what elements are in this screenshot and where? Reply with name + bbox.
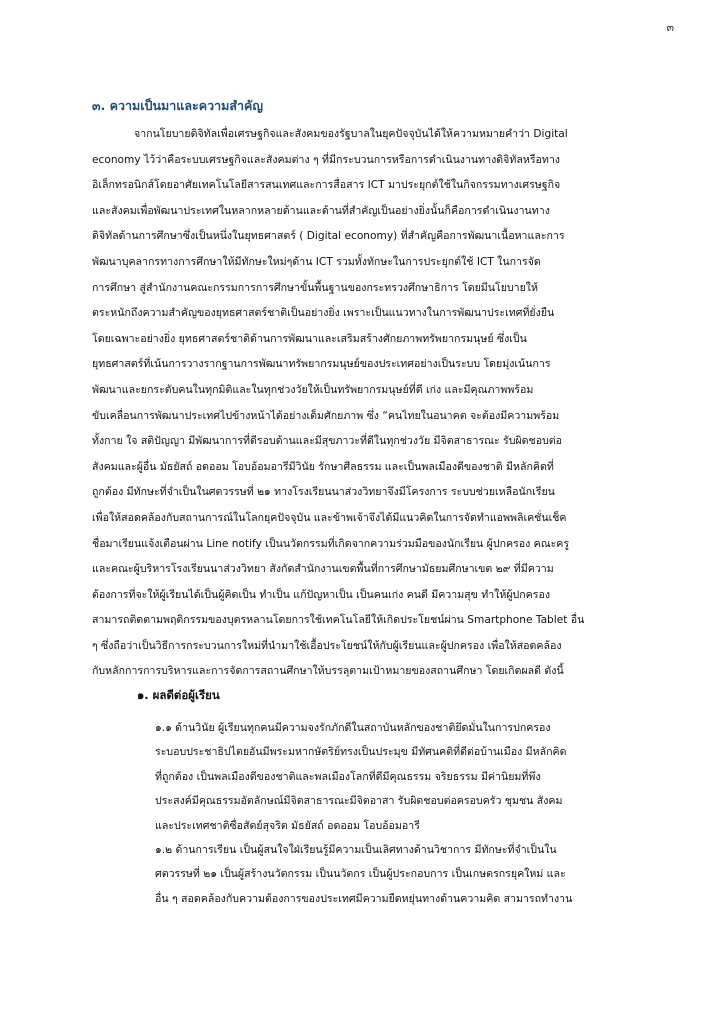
body-line: พัฒนาและยกระดับคนในทุกมิติและในทุกช่วงวัยให้เป็นทรัพยากรมนุษย์ที่ดี เก่ง และมีคุณภาพพร้อม bbox=[92, 383, 534, 396]
body-line: ดิจิทัลด้านการศึกษาซึ่งเป็นหนึ่งในยุทธศาสตร์ ( Digital economy) ที่สำคัญคือการพัฒนาเนื้อหาและการ bbox=[92, 230, 565, 243]
body-line: กับหลักการการบริหารและการจัดการสถานศึกษาให้บรรลุตามเป้าหมายของสถานศึกษา โดยเกิดผลดี ดังนี้ bbox=[92, 665, 564, 678]
body-line: ตระหนักถึงความสำคัญของยุทธศาสตร์ชาติเป็นอย่างยิ่ง เพราะเป็นแนวทางในการพัฒนาประเทศที่ยั่งยืน bbox=[92, 307, 555, 320]
list-item-line: อื่น ๆ สอดคล้องกับความต้องการของประเทศมีความยืดหยุ่นทางด้านความคิด สามารถทำงาน bbox=[155, 892, 573, 905]
list-item-line: ศตวรรษที่ ๒๑ เป็นผู้สร้างนวัตกรรม เป็นนวัตกร เป็นผู้ประกอบการ เป็นเกษตรกรยุคใหม่ และ bbox=[155, 868, 566, 881]
body-line: สามารถติดตามพฤติกรรมของบุตรหลานโดยการใช้เทคโนโลยีให้เกิดประโยชน์ผ่าน Smartphone Tablet อื่น bbox=[92, 614, 585, 627]
body-line: ขับเคลื่อนการพัฒนาประเทศไปข้างหน้าได้อย่างเต็มศักยภาพ ซึ่ง “คนไทยในอนาคต จะต้องมีความพร้อม bbox=[92, 409, 560, 422]
body-line: พัฒนาบุคลากรทางการศึกษาให้มีทักษะใหม่ๆด้าน ICT รวมทั้งทักษะในการประยุกต์ใช้ ICT ในการจัด bbox=[92, 255, 541, 268]
body-line: ชื่อมาเรียนแจ้งเตือนผ่าน Line notify เป็นนวัตกรรมที่เกิดจากความร่วมมือของนักเรียน ผู้ปกครอง คณะครู bbox=[92, 537, 570, 550]
body-line: และคณะผู้บริหารโรงเรียนนาส่วงวิทยา สังกัดสำนักงานเขตพื้นที่การศึกษามัธยมศึกษาเขต ๒๙ ที่มีความ bbox=[92, 563, 554, 576]
body-line: สังคมและผู้อื่น มัธยัสถ์ อดออม โอบอ้อมอารีมีวินัย รักษาศีลธรรม และเป็นพลเมืองดีของชาติ มีหลักคิดที่ bbox=[92, 460, 554, 473]
list-item-line: ที่ถูกต้อง เป็นพลเมืองดีของชาติและพลเมืองโลกที่ดีมีคุณธรรม จริยธรรม มีค่านิยมที่พึง bbox=[155, 770, 541, 783]
section-heading: ๓. ความเป็นมาและความสำคัญ bbox=[92, 98, 264, 113]
subsection-list bbox=[155, 716, 685, 911]
body-line: และสังคมเพื่อพัฒนาประเทศในหลากหลายด้านและด้านที่สำคัญเป็นอย่างยิ่งนั้นก็คือการดำเนินงานทาง bbox=[92, 204, 550, 217]
body-line: ถูกต้อง มีทักษะที่จำเป็นในศตวรรษที่ ๒๑ ทางโรงเรียนนาส่วงวิทยาจึงมีโครงการ ระบบช่วยเหลือนักเรียน bbox=[92, 486, 555, 499]
list-item-line: ๑.๒ ด้านการเรียน เป็นผู้สนใจใฝ่เรียนรู้มีความเป็นเลิศทางด้านวิชาการ มีทักษะที่จำเป็นใน bbox=[155, 843, 557, 856]
list-item-line: และประเทศชาติซื่อสัตย์สุจริต มัธยัสถ์ อดออม โอบอ้อมอารี bbox=[155, 819, 420, 832]
body-line: โดยเฉพาะอย่างยิ่ง ยุทธศาสตร์ชาติด้านการพัฒนาและเสริมสร้างศักยภาพทรัพยากรมนุษย์ ซึ่งเป็น bbox=[92, 332, 527, 345]
body-line: ทั้งกาย ใจ สติปัญญา มีพัฒนาการที่ดีรอบด้านและมีสุขภาวะที่ดีในทุกช่วงวัย มีจิตสาธารณะ รับผิดชอบต่อ bbox=[92, 435, 563, 448]
body-line: ยุทธศาสตร์ที่เน้นการวางรากฐานการพัฒนาทรัพยากรมนุษย์ของประเทศอย่างเป็นระบบ โดยมุ่งเน้นการ bbox=[92, 358, 551, 371]
body-line: จากนโยบายดิจิทัลเพื่อเศรษฐกิจและสังคมของรัฐบาลในยุคปัจจุบันได้ให้ความหมายคำว่า Digital bbox=[134, 128, 568, 140]
list-item-line: ประสงค์มีคุณธรรมอัตลักษณ์มีจิตสาธารณะมีจิตอาสา รับผิดชอบต่อครอบครัว ชุมชน สังคม bbox=[155, 795, 563, 808]
body-line: เพื่อให้สอดคล้องกับสถานการณ์ในโลกยุคปัจจุบัน และข้าพเจ้าจึงได้มีแนวคิดในการจัดทำแอพพลิเคชั่นเช็ค bbox=[92, 511, 567, 524]
list-item-line: ๑.๑ ด้านวินัย ผู้เรียนทุกคนมีความจงรักภักดีในสถาบันหลักของชาติยึดมั่นในการปกครอง bbox=[155, 722, 551, 734]
body-line: อิเล็กทรอนิกส์โดยอาศัยเทคโนโลยีสารสนเทศและการสื่อสาร ICT มาประยุกต์ใช้ในกิจกรรมทางเศรษฐกิจ bbox=[92, 179, 561, 192]
body-line: ๆ ซึ่งถือว่าเป็นวิธีการกระบวนการใหม่ที่นำมาใช้เอื้อประโยชน์ให้กับผู้เรียนและผู้ปกครอง เพื่อให้สอดคล้อง bbox=[92, 639, 562, 652]
body-line: ต้องการที่จะให้ผู้เรียนได้เป็นผู้คิดเป็น ทำเป็น แก้ปัญหาเป็น เป็นคนเก่ง คนดี มีความสุข ทำให้ผู้ปกครอง bbox=[92, 588, 550, 601]
body-paragraph bbox=[92, 122, 682, 685]
body-line: การศึกษา สู่สำนักงานคณะกรรมการการศึกษาขั้นพื้นฐานของกระทรวงศึกษาธิการ โดยมีนโยบายให้ bbox=[92, 281, 538, 294]
body-line: economy ไว้ว่าคือระบบเศรษฐกิจและสังคมต่าง ๆ ที่มีกระบวนการหรือการดำเนินงานทางดิจิทัลหรือทาง bbox=[92, 153, 560, 166]
subsection-heading: ๑. ผลดีต่อผู้เรียน bbox=[137, 688, 220, 702]
page-number: ๓ bbox=[666, 21, 674, 34]
list-item-line: ระบอบประชาธิปไตยอันมีพระมหากษัตริย์ทรงเป็นประมุข มีทัศนคติที่ดีต่อบ้านเมือง มีหลักคิด bbox=[155, 746, 567, 759]
